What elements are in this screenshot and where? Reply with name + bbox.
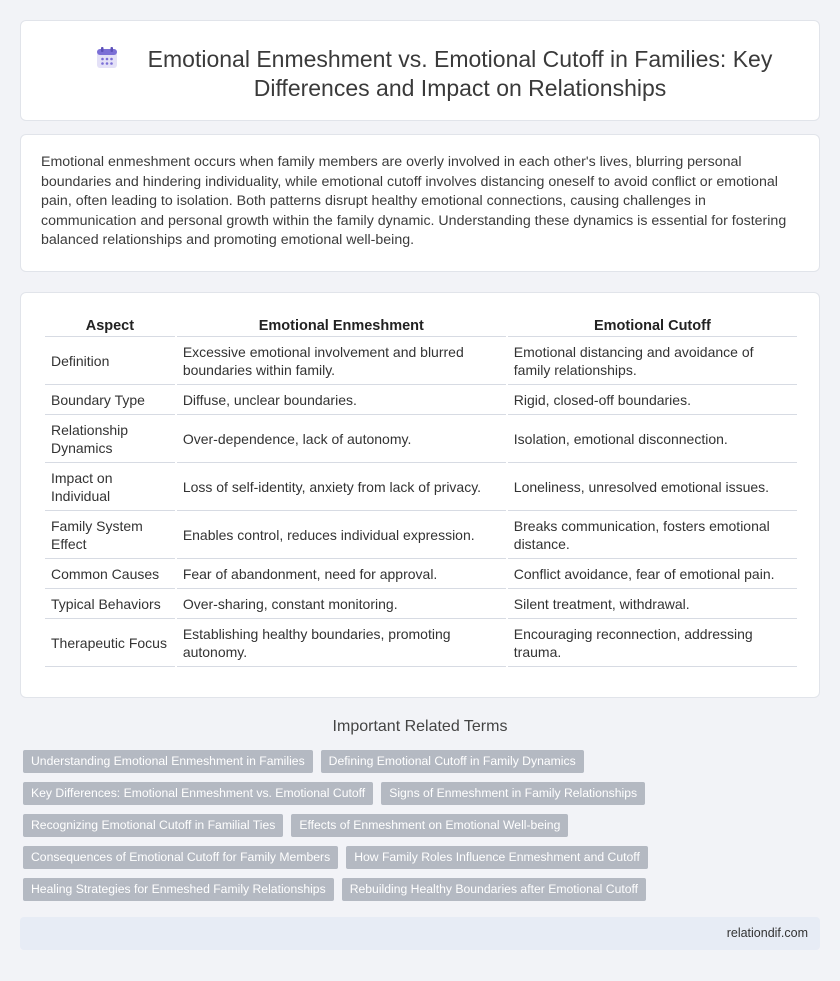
intro-card	[20, 134, 820, 272]
table-cell-cutoff: Loneliness, unresolved emotional issues.	[508, 463, 797, 511]
table-cell-cutoff: Breaks communication, fosters emotional distance.	[508, 511, 797, 559]
table-cell-enmeshment: Diffuse, unclear boundaries.	[177, 385, 506, 415]
table-cell-aspect: Definition	[45, 337, 175, 385]
related-term-link[interactable]: Defining Emotional Cutoff in Family Dynamics	[321, 750, 584, 773]
table-row	[45, 463, 797, 511]
table-header-row	[45, 315, 797, 337]
related-term-link[interactable]: Key Differences: Emotional Enmeshment vs. Emotional Cutoff	[23, 782, 373, 805]
table-cell-aspect: Boundary Type	[45, 385, 175, 415]
intro-paragraph: Emotional enmeshment occurs when family members are overly involved in each other's lives, blurring personal boundaries and hindering individuality, while emotional cutoff involves distancing oneself to avoid conflict or emotional pain, often leading to isolation. Both patterns disrupt healthy emotional connections, causing challenges in communication and personal growth within the family dynamic. Understanding these dynamics is essential for fostering balanced relationships and promoting emotional well-being.	[41, 154, 787, 249]
table-cell-enmeshment: Excessive emotional involvement and blurred boundaries within family.	[177, 337, 506, 385]
table-cell-aspect: Typical Behaviors	[45, 589, 175, 619]
table-row	[45, 589, 797, 619]
related-term-link[interactable]: Understanding Emotional Enmeshment in Families	[23, 750, 313, 773]
calendar-icon	[95, 46, 119, 70]
comparison-table	[43, 315, 799, 667]
table-cell-aspect: Therapeutic Focus	[45, 619, 175, 667]
table-row	[45, 415, 797, 463]
related-term-link[interactable]: How Family Roles Influence Enmeshment and Cutoff	[346, 846, 648, 869]
table-cell-cutoff: Silent treatment, withdrawal.	[508, 589, 797, 619]
table-cell-enmeshment: Enables control, reduces individual expression.	[177, 511, 506, 559]
table-cell-enmeshment: Loss of self-identity, anxiety from lack of privacy.	[177, 463, 506, 511]
header-card	[20, 20, 820, 121]
table-row	[45, 511, 797, 559]
table-cell-enmeshment: Over-dependence, lack of autonomy.	[177, 415, 506, 463]
column-header-cutoff: Emotional Cutoff	[508, 315, 797, 337]
footer-site-name[interactable]: relationdif.com	[726, 926, 808, 940]
table-cell-aspect: Common Causes	[45, 559, 175, 589]
comparison-table-card	[20, 292, 820, 698]
related-term-link[interactable]: Healing Strategies for Enmeshed Family Relationships	[23, 878, 334, 901]
column-header-aspect: Aspect	[45, 315, 175, 337]
table-cell-aspect: Relationship Dynamics	[45, 415, 175, 463]
table-row	[45, 619, 797, 667]
table-cell-aspect: Impact on Individual	[45, 463, 175, 511]
table-cell-aspect: Family System Effect	[45, 511, 175, 559]
table-cell-enmeshment: Fear of abandonment, need for approval.	[177, 559, 506, 589]
table-cell-cutoff: Encouraging reconnection, addressing trauma.	[508, 619, 797, 667]
table-cell-enmeshment: Establishing healthy boundaries, promoting autonomy.	[177, 619, 506, 667]
table-cell-cutoff: Rigid, closed-off boundaries.	[508, 385, 797, 415]
table-cell-cutoff: Emotional distancing and avoidance of family relationships.	[508, 337, 797, 385]
footer-bar	[20, 917, 820, 950]
related-term-link[interactable]: Signs of Enmeshment in Family Relationships	[381, 782, 645, 805]
related-term-link[interactable]: Rebuilding Healthy Boundaries after Emotional Cutoff	[342, 878, 646, 901]
table-cell-enmeshment: Over-sharing, constant monitoring.	[177, 589, 506, 619]
table-row	[45, 337, 797, 385]
related-terms-list	[23, 750, 813, 901]
table-cell-cutoff: Conflict avoidance, fear of emotional pain.	[508, 559, 797, 589]
related-term-link[interactable]: Recognizing Emotional Cutoff in Familial Ties	[23, 814, 283, 837]
table-cell-cutoff: Isolation, emotional disconnection.	[508, 415, 797, 463]
related-terms-heading: Important Related Terms	[332, 718, 508, 735]
related-term-link[interactable]: Consequences of Emotional Cutoff for Family Members	[23, 846, 338, 869]
table-row	[45, 385, 797, 415]
related-term-link[interactable]: Effects of Enmeshment on Emotional Well-being	[291, 814, 568, 837]
table-row	[45, 559, 797, 589]
column-header-enmeshment: Emotional Enmeshment	[177, 315, 506, 337]
page-title: Emotional Enmeshment vs. Emotional Cutoff in Families: Key Differences and Impact on Relationships	[147, 46, 773, 101]
